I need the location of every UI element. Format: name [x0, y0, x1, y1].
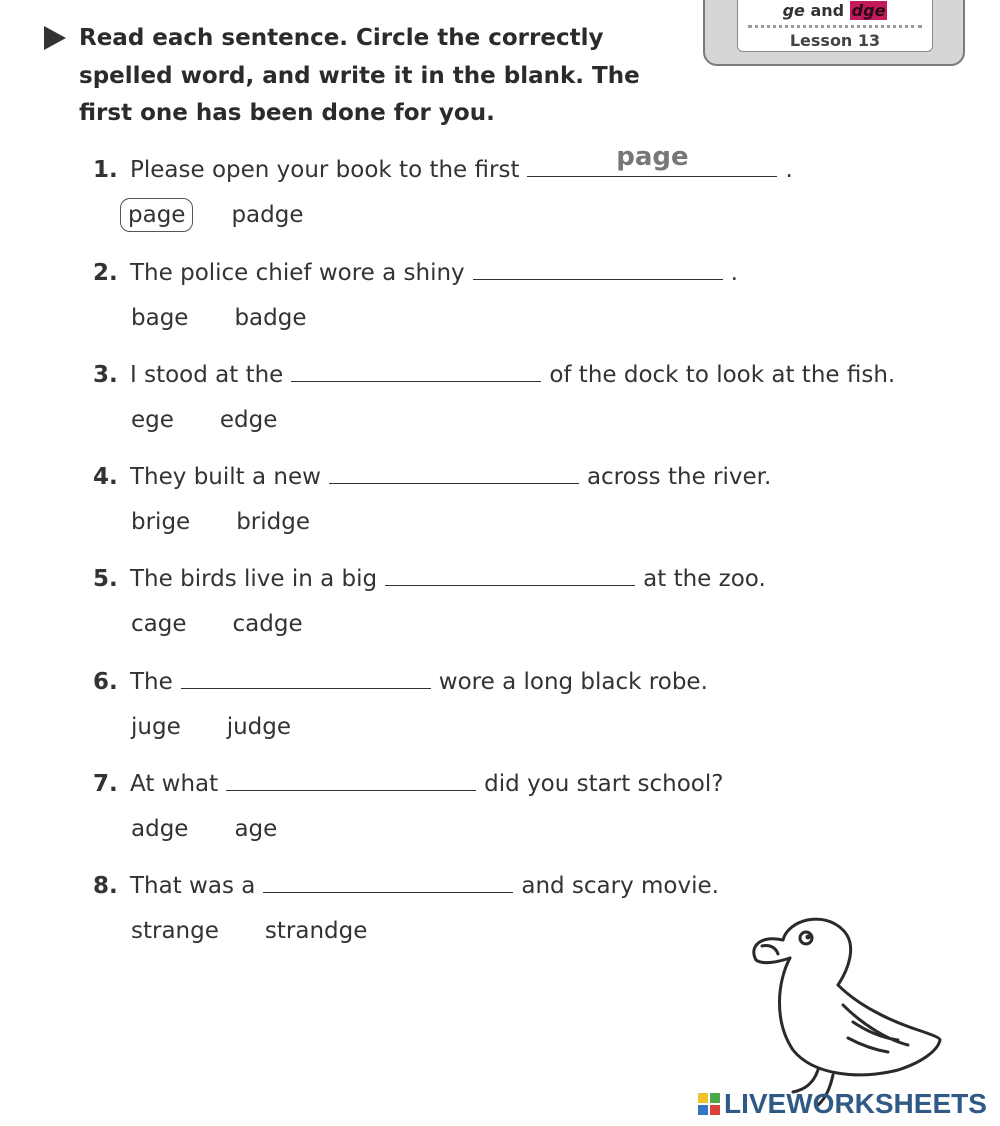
choice-2[interactable]: cadge: [232, 611, 303, 637]
choice-2[interactable]: edge: [219, 407, 278, 433]
watermark: [698, 1088, 987, 1122]
question-number: 4.: [93, 464, 118, 490]
choices: [93, 505, 973, 545]
question-number: 6.: [93, 669, 118, 695]
answer-text: page: [616, 142, 689, 172]
choices: [93, 403, 973, 443]
sentence-after: and scary movie.: [521, 873, 719, 899]
sentence-before: That was a: [130, 873, 256, 899]
sentence-before: At what: [130, 771, 219, 797]
lesson-tag-card: [737, 0, 933, 52]
choices: [93, 198, 973, 238]
sentence-before: The police chief wore a shiny: [130, 260, 465, 286]
topic-and: and: [804, 1, 850, 20]
choice-1[interactable]: cage: [131, 611, 187, 637]
puffin-illustration: [748, 910, 948, 1110]
lesson-number: Lesson 13: [789, 31, 881, 50]
choice-2[interactable]: age: [234, 816, 278, 842]
question-number: 1.: [93, 157, 118, 183]
question-number: 8.: [93, 873, 118, 899]
sentence-before: They built a new: [130, 464, 321, 490]
question-number: 3.: [93, 362, 118, 388]
answer-blank[interactable]: [329, 459, 579, 484]
choice-2[interactable]: bridge: [236, 509, 310, 535]
sentence-after: of the dock to look at the fish.: [549, 362, 896, 388]
choices: [93, 607, 973, 647]
question-sentence: [93, 766, 973, 806]
answer-blank[interactable]: [263, 868, 513, 893]
question-5: [93, 561, 973, 647]
question-2: [93, 255, 973, 341]
question-4: [93, 459, 973, 545]
choices: [93, 812, 973, 852]
choice-1[interactable]: adge: [131, 816, 189, 842]
answer-blank[interactable]: [181, 664, 431, 689]
dotted-divider: [748, 25, 922, 28]
instructions: Read each sentence. Circle the correctly spelled word, and write it in the blank. The first one has been done for you.: [79, 25, 640, 126]
puffin-pupil: [806, 935, 811, 940]
question-sentence: [93, 664, 973, 704]
sentence-after: .: [785, 157, 793, 183]
play-arrow-icon: [44, 26, 66, 50]
puffin-back: [838, 985, 940, 1040]
sentence-after: wore a long black robe.: [438, 669, 708, 695]
topic-dge: dge: [851, 1, 886, 20]
question-7: [93, 766, 973, 852]
sentence-before: Please open your book to the first: [130, 157, 520, 183]
sentence-after: across the river.: [586, 464, 772, 490]
choice-1[interactable]: page: [120, 198, 193, 232]
question-sentence: [93, 357, 973, 397]
choice-1[interactable]: ege: [131, 407, 174, 433]
puffin-body: [779, 958, 940, 1075]
liveworksheets-logo-icon: [698, 1093, 720, 1115]
puffin-beak-stripe: [762, 945, 778, 954]
choices: [93, 301, 973, 341]
answer-blank[interactable]: [527, 142, 777, 177]
sentence-after: at the zoo.: [643, 566, 766, 592]
sentence-after: .: [730, 260, 738, 286]
sentence-before: The: [130, 669, 173, 695]
sentence-after: did you start school?: [484, 771, 724, 797]
sentence-before: The birds live in a big: [130, 566, 378, 592]
sentence-before: I stood at the: [130, 362, 284, 388]
question-3: [93, 357, 973, 443]
watermark-text: LIVEWORKSHEETS: [724, 1088, 987, 1119]
choice-2[interactable]: strandge: [264, 918, 368, 944]
question-number: 7.: [93, 771, 118, 797]
choice-1[interactable]: juge: [131, 714, 181, 740]
choice-2[interactable]: padge: [231, 202, 304, 228]
question-number: 2.: [93, 260, 118, 286]
question-sentence: [93, 459, 973, 499]
answer-blank[interactable]: [473, 255, 723, 280]
answer-blank[interactable]: [226, 766, 476, 791]
question-sentence: [93, 142, 973, 192]
question-6: [93, 664, 973, 750]
choice-2[interactable]: badge: [234, 305, 307, 331]
lesson-topic: [738, 1, 932, 20]
puffin-head: [783, 919, 851, 985]
choice-1[interactable]: bage: [131, 305, 189, 331]
answer-blank[interactable]: [385, 561, 635, 586]
choice-1[interactable]: brige: [131, 509, 191, 535]
choice-2[interactable]: judge: [226, 714, 292, 740]
choice-1[interactable]: strange: [131, 918, 219, 944]
question-number: 5.: [93, 566, 118, 592]
question-sentence: [93, 255, 973, 295]
topic-ge: ge: [782, 1, 805, 20]
question-sentence: [93, 868, 973, 908]
puffin-beak: [754, 939, 790, 963]
question-1: [93, 142, 973, 238]
question-sentence: [93, 561, 973, 601]
choices: [93, 710, 973, 750]
lesson-tag: [703, 0, 965, 66]
answer-blank[interactable]: [291, 357, 541, 382]
